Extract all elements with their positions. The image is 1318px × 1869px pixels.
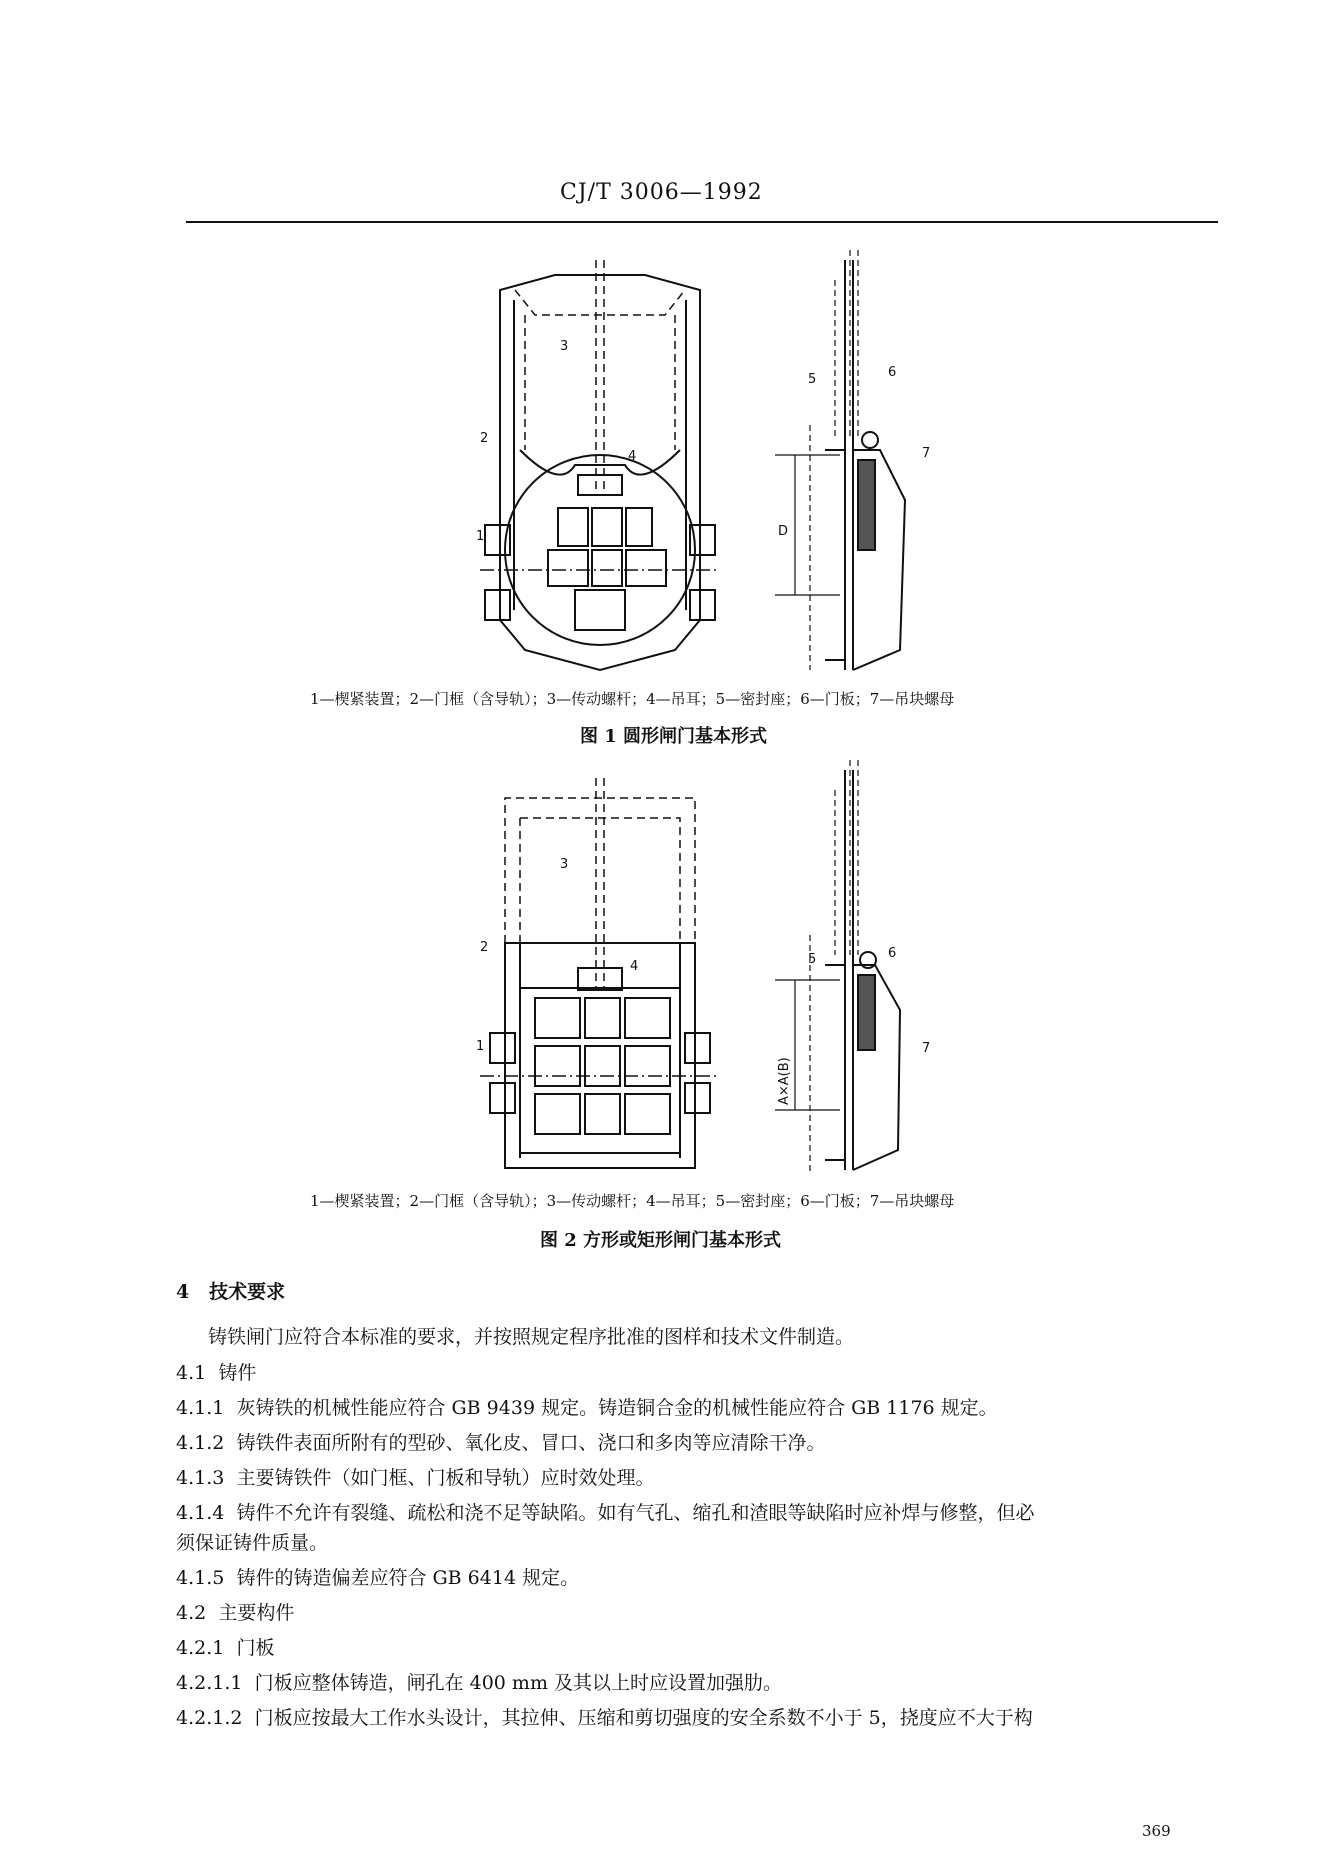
clause-text: 主要构件 xyxy=(218,1602,295,1624)
clause xyxy=(176,1668,1216,1698)
section-title: 技术要求 xyxy=(209,1281,286,1303)
figure-2-label-1: 1 xyxy=(476,1039,485,1054)
figure-1-label-d: D xyxy=(778,524,789,539)
clause-text: 门板应整体铸造，闸孔在 400 mm 及其以上时应设置加强肋。 xyxy=(254,1672,782,1694)
section-items xyxy=(176,1358,1216,1733)
clause-number: 4.1 xyxy=(176,1362,207,1384)
figure-1-label-4: 4 xyxy=(628,449,637,464)
document-code-header: CJ/T 3006—1992 xyxy=(560,180,763,205)
clause-number: 4.2.1 xyxy=(176,1637,225,1659)
clause-text: 门板应按最大工作水头设计，其拉伸、压缩和剪切强度的安全系数不小于 5，挠度应不大于构 xyxy=(254,1707,1033,1729)
figure-1-label-1: 1 xyxy=(476,529,485,544)
figure-2-label-axab: A×A(B) xyxy=(777,1057,792,1105)
clause xyxy=(176,1598,1216,1628)
clause-number: 4.1.2 xyxy=(176,1432,225,1454)
clause-text: 铸件不允许有裂缝、疏松和浇不足等缺陷。如有气孔、缩孔和渣眼等缺陷时应补焊与修整，但必 xyxy=(236,1502,1035,1524)
clause-number: 4.2.1.1 xyxy=(176,1672,243,1694)
figure-2-label-3: 3 xyxy=(560,857,569,872)
clause-number: 4.2.1.2 xyxy=(176,1707,243,1729)
clause-text: 主要铸铁件（如门框、门板和导轨）应时效处理。 xyxy=(236,1467,655,1489)
figure-2-side-view xyxy=(750,760,950,1180)
figure-1-side-view xyxy=(750,250,950,680)
clause-text: 门板 xyxy=(236,1637,275,1659)
clause-text: 铸件 xyxy=(218,1362,257,1384)
clause xyxy=(176,1428,1216,1458)
clause xyxy=(176,1463,1216,1493)
figure-2-label-2: 2 xyxy=(480,940,489,955)
figure-1-label-6: 6 xyxy=(888,365,897,380)
figure-2-label-4: 4 xyxy=(630,959,639,974)
clause-text: 须保证铸件质量。 xyxy=(176,1532,329,1554)
clause-text: 铸件的铸造偏差应符合 GB 6414 规定。 xyxy=(236,1567,580,1589)
clause xyxy=(176,1393,1216,1423)
clause-number: 4.1.4 xyxy=(176,1502,225,1524)
clause xyxy=(176,1703,1216,1733)
clause-number: 4.2 xyxy=(176,1602,207,1624)
clause-number: 4.1.3 xyxy=(176,1467,225,1489)
clause xyxy=(176,1358,1216,1388)
figure-2-label-7: 7 xyxy=(922,1041,931,1056)
figure-1-label-2: 2 xyxy=(480,431,489,446)
figure-1-caption: 图 1 圆形闸门基本形式 xyxy=(580,726,768,747)
clause-text: 铸铁件表面所附有的型砂、氧化皮、冒口、浇口和多肉等应清除干净。 xyxy=(236,1432,826,1454)
clause-text: 灰铸铁的机械性能应符合 GB 9439 规定。铸造铜合金的机械性能应符合 GB 1176 规定。 xyxy=(236,1397,998,1419)
figure-2-front-view xyxy=(476,768,720,1188)
figure-1-label-3: 3 xyxy=(560,339,569,354)
section-heading xyxy=(176,1277,285,1304)
header-rule xyxy=(186,221,1218,223)
figure-2-caption: 图 2 方形或矩形闸门基本形式 xyxy=(540,1230,782,1251)
figure-2-legend: 1—楔紧装置；2—门框（含导轨）；3—传动螺杆；4—吊耳；5—密封座；6—门板；7—吊块螺母 xyxy=(310,1192,955,1210)
figure-1-front-view xyxy=(476,250,720,680)
clause-number: 4.1.5 xyxy=(176,1567,225,1589)
section-intro: 铸铁闸门应符合本标准的要求，并按照规定程序批准的图样和技术文件制造。 xyxy=(208,1326,855,1348)
clause xyxy=(176,1563,1216,1593)
page-number: 369 xyxy=(1142,1822,1171,1840)
figure-1-legend: 1—楔紧装置；2—门框（含导轨）；3—传动螺杆；4—吊耳；5—密封座；6—门板；7—吊块螺母 xyxy=(310,690,955,708)
clause-continuation xyxy=(176,1528,1216,1558)
figure-2-label-5: 5 xyxy=(808,952,817,967)
clause-number: 4.1.1 xyxy=(176,1397,225,1419)
section-number: 4 xyxy=(176,1281,190,1303)
figure-1-label-7: 7 xyxy=(922,446,931,461)
figure-2-label-6: 6 xyxy=(888,946,897,961)
clause xyxy=(176,1633,1216,1663)
figure-1-label-5: 5 xyxy=(808,372,817,387)
clause xyxy=(176,1498,1216,1528)
